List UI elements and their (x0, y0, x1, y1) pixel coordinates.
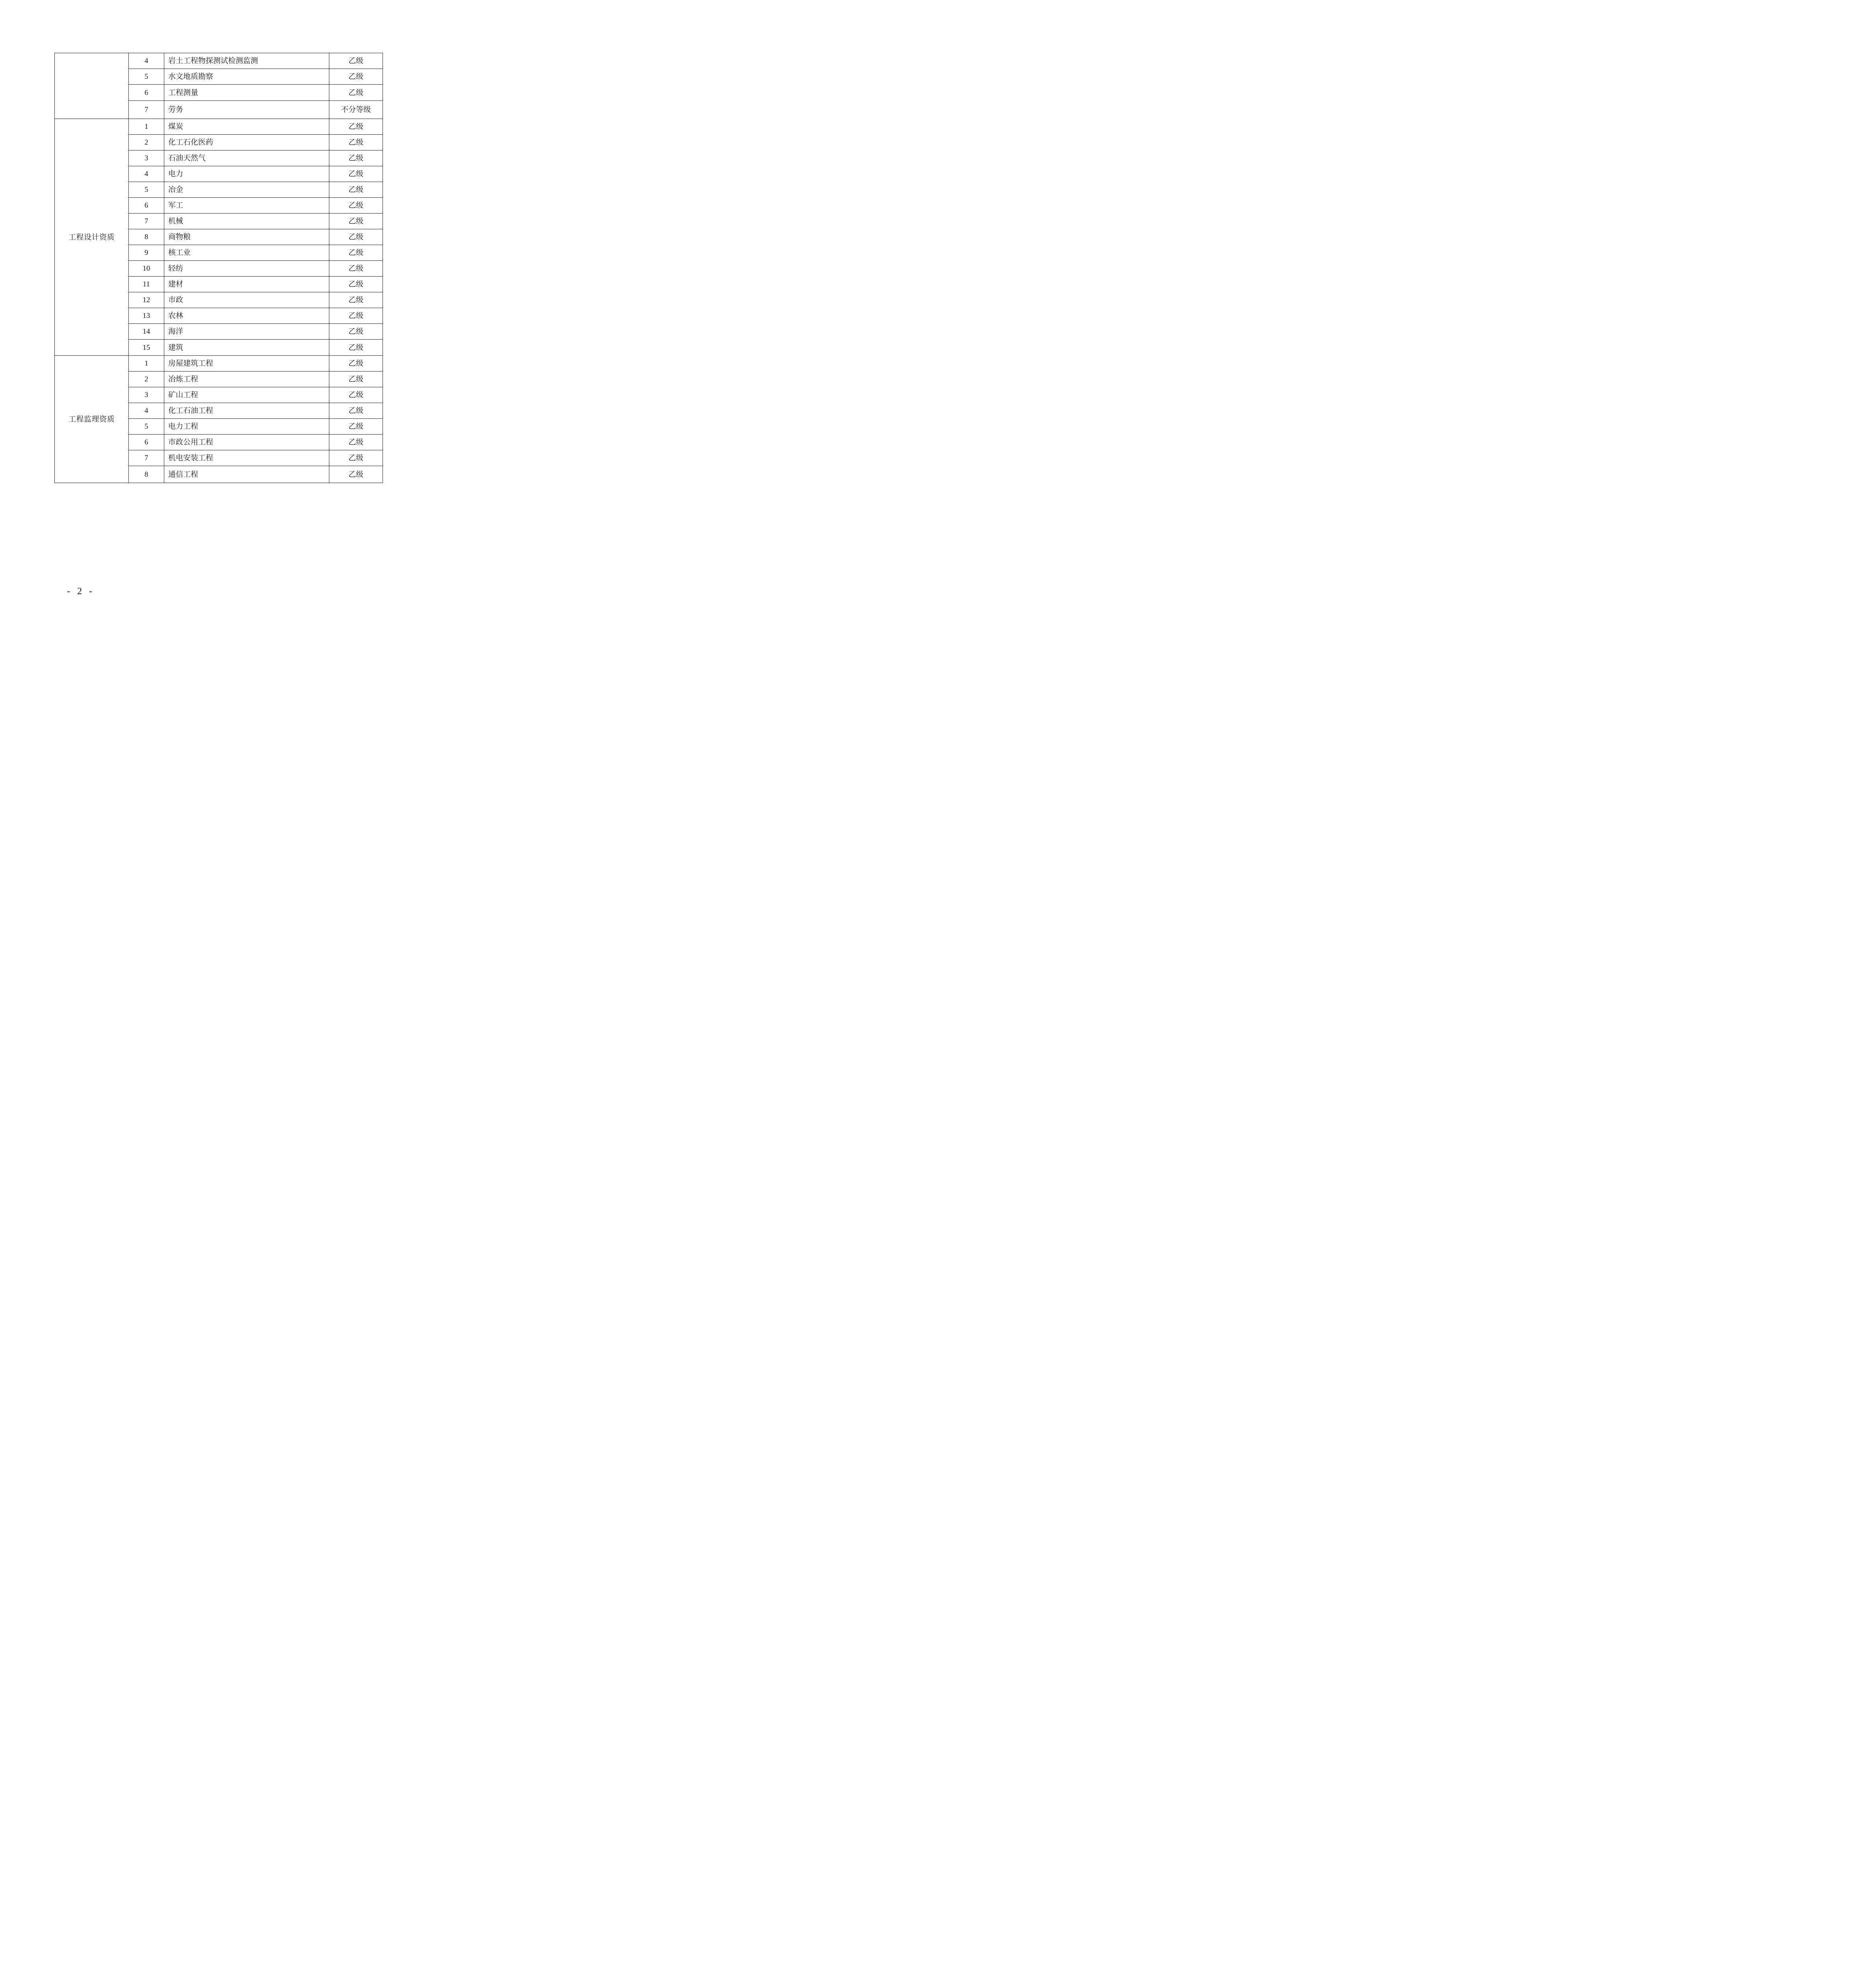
qualification-level: 乙级 (329, 419, 383, 435)
qualification-level: 乙级 (329, 466, 383, 483)
qualification-level: 乙级 (329, 53, 383, 69)
qualification-level: 乙级 (329, 450, 383, 466)
row-number: 15 (129, 340, 164, 356)
qualification-name: 冶金 (164, 182, 329, 198)
qualification-level: 乙级 (329, 340, 383, 356)
qualification-name: 机电安装工程 (164, 450, 329, 466)
page-number: - 2 - (67, 586, 95, 597)
row-number: 3 (129, 387, 164, 403)
row-number: 7 (129, 450, 164, 466)
row-number: 2 (129, 135, 164, 151)
row-number: 1 (129, 119, 164, 135)
qualification-level: 乙级 (329, 372, 383, 387)
qualification-level: 不分等级 (329, 101, 383, 119)
qualification-level: 乙级 (329, 214, 383, 229)
qualification-name: 化工石油工程 (164, 403, 329, 419)
row-number: 7 (129, 101, 164, 119)
row-number: 4 (129, 166, 164, 182)
row-number: 4 (129, 403, 164, 419)
qualification-name: 军工 (164, 198, 329, 214)
qualification-name: 岩土工程物探测试检测监测 (164, 53, 329, 69)
row-number: 13 (129, 308, 164, 324)
row-number: 6 (129, 435, 164, 450)
table-row (55, 356, 383, 372)
qualification-level: 乙级 (329, 356, 383, 372)
qualification-table (54, 53, 383, 483)
row-number: 1 (129, 356, 164, 372)
table-row (55, 53, 383, 69)
row-number: 8 (129, 229, 164, 245)
category-cell: 工程设计资质 (55, 119, 129, 356)
qualification-name: 轻纺 (164, 261, 329, 277)
qualification-level: 乙级 (329, 245, 383, 261)
qualification-name: 矿山工程 (164, 387, 329, 403)
qualification-level: 乙级 (329, 69, 383, 85)
row-number: 11 (129, 277, 164, 292)
qualification-level: 乙级 (329, 135, 383, 151)
qualification-level: 乙级 (329, 324, 383, 340)
qualification-level: 乙级 (329, 403, 383, 419)
qualification-name: 冶炼工程 (164, 372, 329, 387)
row-number: 9 (129, 245, 164, 261)
qualification-name: 劳务 (164, 101, 329, 119)
qualification-name: 水文地质勘察 (164, 69, 329, 85)
row-number: 2 (129, 372, 164, 387)
row-number: 5 (129, 182, 164, 198)
qualification-name: 市政公用工程 (164, 435, 329, 450)
qualification-level: 乙级 (329, 261, 383, 277)
qualification-level: 乙级 (329, 308, 383, 324)
qualification-level: 乙级 (329, 119, 383, 135)
qualification-level: 乙级 (329, 229, 383, 245)
row-number: 10 (129, 261, 164, 277)
qualification-level: 乙级 (329, 292, 383, 308)
category-cell (55, 53, 129, 119)
qualification-level: 乙级 (329, 166, 383, 182)
qualification-name: 建筑 (164, 340, 329, 356)
row-number: 6 (129, 85, 164, 101)
qualification-level: 乙级 (329, 387, 383, 403)
qualification-name: 商物粮 (164, 229, 329, 245)
row-number: 4 (129, 53, 164, 69)
qualification-name: 煤炭 (164, 119, 329, 135)
category-cell: 工程监理资质 (55, 356, 129, 483)
qualification-name: 建材 (164, 277, 329, 292)
row-number: 12 (129, 292, 164, 308)
qualification-level: 乙级 (329, 85, 383, 101)
table-row (55, 119, 383, 135)
qualification-name: 海洋 (164, 324, 329, 340)
qualification-level: 乙级 (329, 435, 383, 450)
qualification-level: 乙级 (329, 182, 383, 198)
qualification-level: 乙级 (329, 151, 383, 166)
row-number: 6 (129, 198, 164, 214)
qualification-name: 电力工程 (164, 419, 329, 435)
qualification-name: 农林 (164, 308, 329, 324)
qualification-name: 电力 (164, 166, 329, 182)
row-number: 5 (129, 69, 164, 85)
qualification-table-body (55, 53, 383, 483)
qualification-name: 核工业 (164, 245, 329, 261)
qualification-level: 乙级 (329, 277, 383, 292)
qualification-name: 通信工程 (164, 466, 329, 483)
qualification-name: 工程测量 (164, 85, 329, 101)
qualification-name: 机械 (164, 214, 329, 229)
qualification-level: 乙级 (329, 198, 383, 214)
row-number: 3 (129, 151, 164, 166)
row-number: 8 (129, 466, 164, 483)
row-number: 5 (129, 419, 164, 435)
qualification-name: 化工石化医药 (164, 135, 329, 151)
row-number: 14 (129, 324, 164, 340)
row-number: 7 (129, 214, 164, 229)
qualification-name: 石油天然气 (164, 151, 329, 166)
qualification-name: 市政 (164, 292, 329, 308)
qualification-name: 房屋建筑工程 (164, 356, 329, 372)
